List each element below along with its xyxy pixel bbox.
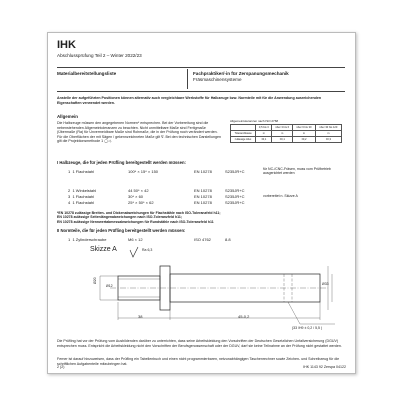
dim-tol-note: (33 /H9 ± 0,2 / 5,5 )	[292, 326, 323, 330]
row-note: für NC-/CNC-Fräsen, muss vom Prüfbetrieb ausgerichtet werden	[263, 167, 331, 176]
tol-head-cell: über 30 bis 120	[315, 125, 341, 131]
page-header	[57, 40, 345, 58]
dim-dia-small: Ø12	[106, 284, 113, 288]
surface-finish: Ra 6,3	[142, 248, 153, 252]
dim-dia-big: Ø33	[322, 282, 329, 286]
surface-symbol-icon	[130, 247, 138, 257]
document-page	[47, 32, 356, 374]
row-norm: EN 10278	[194, 188, 212, 193]
page-number: 2 (2)	[57, 365, 65, 369]
row-norm: EN 10278	[194, 169, 212, 174]
row-mat: S235JR+C	[225, 200, 245, 205]
norm-notes	[57, 211, 347, 224]
list-item	[68, 188, 96, 193]
section2-heading: II Normteile, die für jeden Prüfling bereitgestellt werden müssen:	[57, 228, 186, 233]
list-item	[68, 194, 94, 199]
tol-head-cell: über 6 bis 30	[293, 125, 316, 131]
profession-title: Fachpraktiker/-in für Zerspanungsmechanik	[193, 71, 289, 76]
profession-subtitle: Fräsmaschinensysteme	[193, 77, 242, 82]
divider	[57, 67, 345, 68]
tol-cell: zulässige Abw.	[231, 137, 256, 143]
tol-head-cell: über 3 bis 6	[272, 125, 293, 131]
row-dim: 100* × 15* × 150	[128, 169, 159, 174]
row-dim: 25* × 50* × 62	[128, 200, 154, 205]
row-norm: EN 10278	[194, 194, 212, 199]
list-item	[68, 200, 94, 205]
dim-length-1: 38	[138, 314, 143, 319]
row-qty: 1 Flachstahl	[72, 200, 95, 205]
title-block	[57, 69, 345, 89]
tol-cell: Toleranzklasse	[231, 131, 256, 137]
row-qty: 1 Winkelstahl	[72, 188, 97, 193]
general-heading: Allgemein	[57, 114, 78, 119]
tol-cell: ±0,3	[315, 137, 341, 143]
tol-cell: ±0,1	[272, 137, 293, 143]
row-qty: 1 Flachstahl	[72, 194, 95, 199]
row-norm: ISO 4762	[194, 237, 211, 242]
list-item	[68, 237, 107, 242]
norm-note: EN 10278 zulässige Nennwertabmessabweichungen für Rundstähle nach ISO-Toleranzfeld h11	[57, 219, 214, 224]
row-pos: 1	[68, 237, 71, 242]
list-title: Materialbereitstellungsliste	[57, 71, 117, 76]
row-mat: S235JR+C	[225, 188, 245, 193]
general-text: Die Halbzeuge müssen den angegebenen Normen* entsprechen. Bei der Vorbereitung sind die nebenstehenden Allgemeintoleranzen zu beachten. Nicht unmittelbare Maße sind Fertigmaße (Übermaße (Ra) für Unvermeidbare Maße sind Rohmaße, die in der Prüfung noch verändert werden. Für die Oberflächen der mit Sägen / gekennzeichneten Maße gilt ∇. Bei den technischen Darstellungen gilt die Projektionsmethode 1 ◯◁.	[57, 121, 222, 144]
tolerance-table-title: Allgemeintoleranzen nach ISO 2768	[230, 119, 279, 123]
exam-title: Abschlussprüfung Teil 2 – Winter 2022/23	[57, 53, 142, 58]
dim-thread: Ø20	[93, 277, 97, 284]
section1-heading: I Halbzeuge, die für jeden Prüfling bereitgestellt werden müssen:	[57, 160, 186, 165]
divider	[57, 91, 345, 92]
row-note: vorbereitet n. Skizze A	[263, 194, 298, 198]
document-code: IHK 1143 92 Zerspa 04122	[303, 365, 346, 369]
row-qty: 1 Zylinderschraube	[72, 237, 107, 242]
footer-text-2: Ferner ist darauf hinzuweisen, dass der Prüfling ein Tabellenbuch und einen nicht programmierbaren, netzunabhängigen Taschenrechner sowie Zeichen- und Schreibzeug für die schriftlichen Aufgabenteile mitzubringen hat.	[57, 357, 340, 366]
row-dim: 30* × 60	[128, 194, 144, 199]
tol-cell: m	[272, 131, 293, 137]
dim-length-2: 45-0,2	[238, 314, 250, 319]
tol-cell: ±0,2	[293, 137, 316, 143]
row-pos: 2	[68, 188, 71, 193]
tol-cell: m	[315, 131, 341, 137]
tol-cell: m	[256, 131, 272, 137]
row-dim: M6 × 12	[128, 237, 143, 242]
sketch-a	[60, 246, 340, 336]
row-pos: 4	[68, 200, 71, 205]
row-norm: EN 10278	[194, 200, 212, 205]
intro-text: Anstelle der aufgeführten Positionen können alternativ auch vergleichbare Werkstoffe für Halbzeuge bzw. Normteile mit für die Anwendung ausreichenden Eigenschaften verwendet werden.	[57, 96, 322, 105]
row-mat: 8.8	[225, 237, 231, 242]
tol-head-cell: 0,5 bis 3	[256, 125, 272, 131]
sketch-label: Skizze A	[90, 246, 117, 253]
row-pos: 1	[68, 169, 71, 174]
norm-note: EN 10278 zulässige Seitenlängenabweichungen nach ISO-Toleranzfeld h11;	[57, 215, 182, 220]
sketch-drawing	[60, 246, 340, 336]
tolerance-table-box	[230, 119, 342, 143]
row-pos: 3	[68, 194, 71, 199]
row-qty: 1 Flachstahl	[72, 169, 95, 174]
row-mat: S235JR+C	[225, 169, 245, 174]
ihk-logo-text: IHK	[57, 39, 76, 51]
tol-cell: ±0,1	[256, 137, 272, 143]
list-item	[68, 169, 94, 174]
tolerance-table	[230, 124, 342, 143]
row-dim: 44 50* × 42	[128, 188, 149, 193]
row-mat: S235JR+C	[225, 194, 245, 199]
tol-cell: m	[293, 131, 316, 137]
footer-text: Die Prüfling hat vor der Prüfung vom Ausbildenden darüber zu unterrichten, dass seine Arbeitskleidung den Vorschriften der Deutschen Gesetzlichen Unfallversicherung (DGUV) entsprechen muss. Entspricht die Arbeitskleidung nicht den Vorschriften der Berufsgenossenschaft oder der DGUV, darf sie keine Teilnahme an der Prüfung nicht gestattet werden.	[57, 339, 342, 348]
norm-note: *EN 10278 zulässige Breiten- und Dickenabweichungen für Flachstähle nach ISO-Toleranzfeld h11;	[57, 211, 221, 215]
